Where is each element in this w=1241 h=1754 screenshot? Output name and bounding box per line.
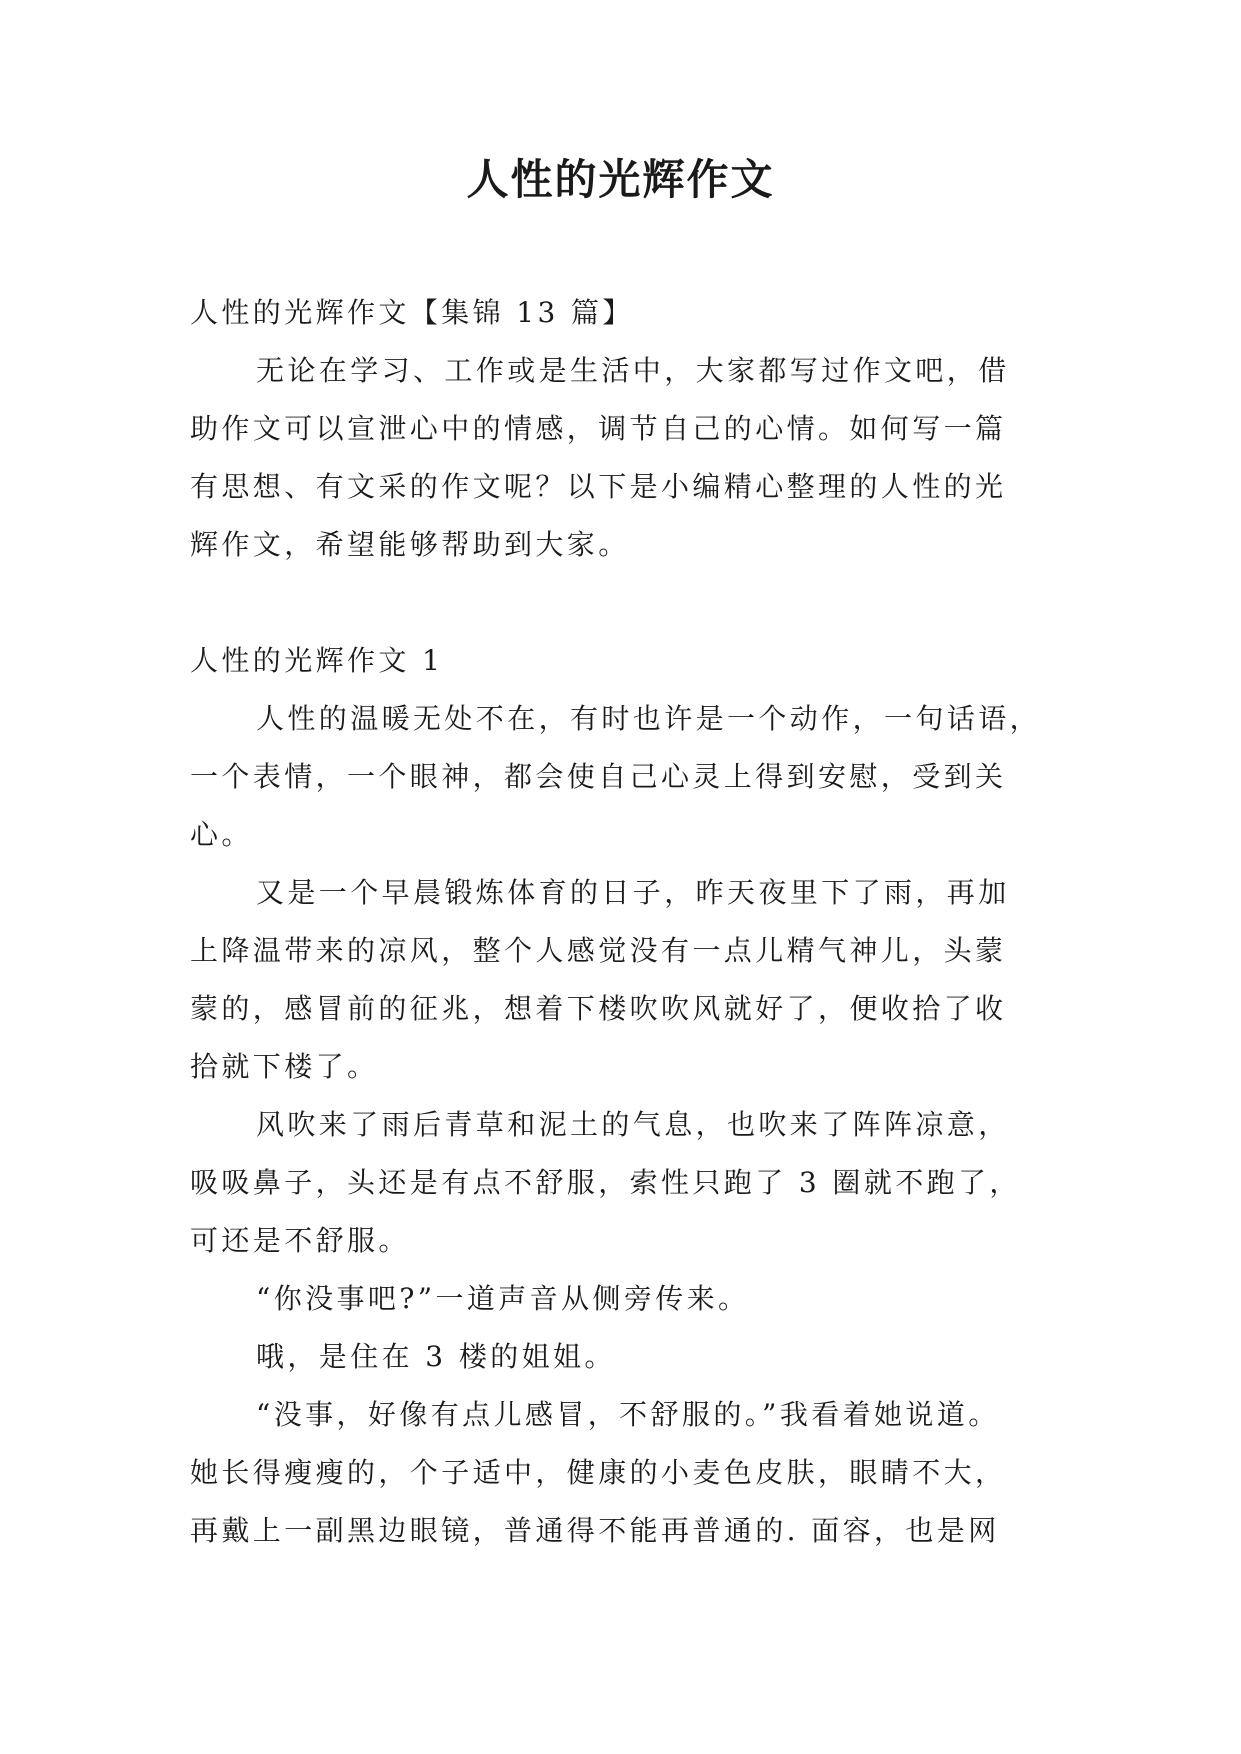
text-line: 又是一个早晨锻炼体育的日子，昨天夜里下了雨，再加	[256, 876, 1010, 909]
text-line: 无论在学习、工作或是生活中，大家都写过作文吧，借	[256, 354, 1010, 387]
text-line: 助作文可以宣泄心中的情感，调节自己的心情。如何写一篇	[190, 412, 1007, 445]
text-line: “你没事吧?”一道声音从侧旁传来。	[256, 1282, 750, 1315]
text-line: 可还是不舒服。	[190, 1224, 410, 1257]
document-title: 人性的光辉作文	[466, 155, 775, 204]
text-line: 辉作文，希望能够帮助到大家。	[190, 528, 630, 561]
text-line: 有思想、有文采的作文呢？以下是小编精心整理的人性的光	[190, 470, 1007, 503]
text-line: 心。	[190, 818, 253, 851]
text-line: 蒙的，感冒前的征兆，想着下楼吹吹风就好了，便收拾了收	[190, 992, 1007, 1025]
document-body	[190, 284, 1050, 1560]
text-line: “没事，好像有点儿感冒，不舒服的。”我看着她说道。	[256, 1398, 1000, 1431]
section-heading: 人性的光辉作文 1	[190, 644, 444, 677]
text-line: 哦，是住在 3 楼的姐姐。	[256, 1340, 616, 1373]
text-line: 再戴上一副黑边眼镜，普通得不能再普通的. 面容，也是网	[190, 1514, 1000, 1547]
text-line: 上降温带来的凉风，整个人感觉没有一点儿精气神儿，头蒙	[190, 934, 1007, 967]
text-line: 吸吸鼻子，头还是有点不舒服，索性只跑了 3 圈就不跑了，	[190, 1166, 1021, 1199]
text-line: 人性的光辉作文【集锦 13 篇】	[190, 296, 634, 329]
text-line: 她长得瘦瘦的，个子适中，健康的小麦色皮肤，眼睛不大，	[190, 1456, 1007, 1489]
text-line: 风吹来了雨后青草和泥土的气息，也吹来了阵阵凉意，	[256, 1108, 1010, 1141]
text-line: 人性的温暖无处不在，有时也许是一个动作，一句话语，	[256, 702, 1042, 735]
text-line: 拾就下楼了。	[190, 1050, 379, 1083]
blank-line	[190, 574, 1050, 632]
text-line: 一个表情，一个眼神，都会使自己心灵上得到安慰，受到关	[190, 760, 1007, 793]
